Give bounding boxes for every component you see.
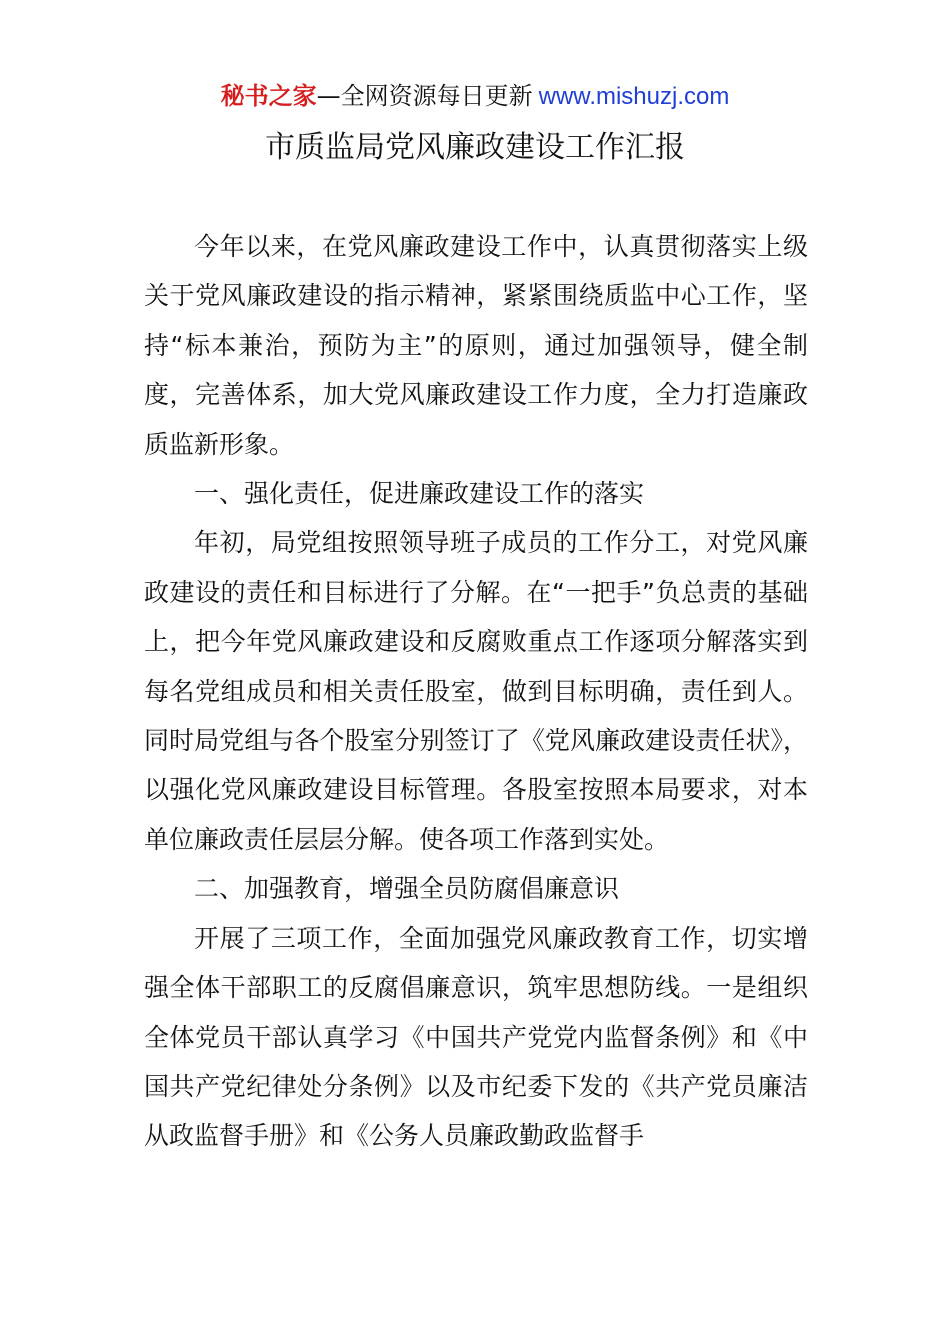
section-2-paragraph: 开展了三项工作，全面加强党风廉政教育工作，切实增强全体干部职工的反腐倡廉意识，筑牢思想防线。一是组织全体党员干部认真学习《中国共产党党内监督条例》和《中国共产党纪律处分条例》以及市纪委下发的《共产党员廉洁从政监督手册》和《公务人员廉政勤政监督手 bbox=[144, 923, 808, 1151]
section-heading-2: 二、加强教育，增强全员防腐倡廉意识 bbox=[194, 874, 620, 904]
brand-name: 秘书之家 bbox=[220, 82, 317, 110]
document-title: 市质监局党风廉政建设工作汇报 bbox=[265, 130, 685, 165]
header-tagline: —全网资源每日更新 bbox=[316, 82, 533, 110]
intro-paragraph: 今年以来，在党风廉政建设工作中，认真贯彻落实上级关于党风廉政建设的指示精神，紧紧围绕质监中心工作，坚持“标本兼治，预防为主”的原则，通过加强领导，健全制度，完善体系，加大党风廉政建设工作力度，全力打造廉政质监新形象。 bbox=[144, 232, 808, 459]
section-heading-1: 一、强化责任，促进廉政建设工作的落实 bbox=[194, 479, 645, 509]
site-header bbox=[0, 78, 950, 115]
site-url-link[interactable]: www.mishuzj.com bbox=[538, 83, 730, 110]
document-body bbox=[144, 222, 808, 1161]
section-1-paragraph: 年初，局党组按照领导班子成员的工作分工，对党风廉政建设的责任和目标进行了分解。在“一把手”负总责的基础上，把今年党风廉政建设和反腐败重点工作逐项分解落实到每名党组成员和相关责任股室，做到目标明确，责任到人。同时局党组与各个股室分别签订了《党风廉政建设责任状》，以强化党风廉政建设目标管理。各股室按照本局要求，对本单位廉政责任层层分解。使各项工作落到实处。 bbox=[144, 528, 808, 854]
